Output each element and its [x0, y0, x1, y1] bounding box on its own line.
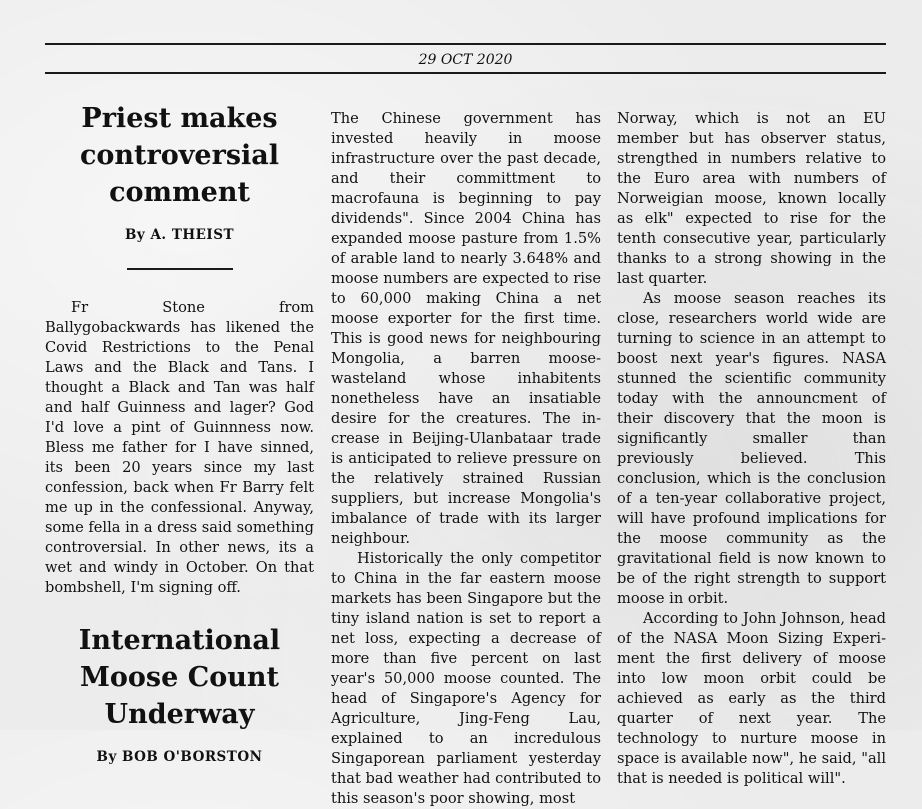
article-2-paragraph: The Chinese government has invested heavily in moose infrastructure over the past decade, and their committment to macrofauna is beginning to pay dividends". Since 2004 China has expanded moose pasture from 1.5% of arable land to nearly 3.648% and moose numbers are expected to rise to 60,000 making China a net moose exporter for the first time. This is good news for neighbouring Mongolia, a barren moose-wasteland whose inhabitents nonetheless have an insatiable desire for the creatures. The increase in Beijing-Ulanbataar trade is anticipated to relieve pressure on the relatively strained Russian suppliers, but increase Mongolia's imbalance of trade with its larger neighbour.	[331, 110, 601, 547]
masthead-top-rule	[45, 43, 886, 45]
article-1-divider	[127, 268, 233, 270]
article-1-body: Fr Stone from Ballygobackwards has likened the Covid Restrictions to the Penal Laws and the Black and Tans. I thought a Black and Tan was half and half Guinness and lager? God I'd love a pint of Guinnness now. Bless me father for I have sinned, its been 20 years since my last confession, back when Fr Barry felt me up in the confessional. Anyway, some fella in a dress said something controversial. In other news, its a wet and windy in October. On that bombshell, I'm signing off.	[45, 298, 314, 596]
article-2-paragraph: As moose season reaches its close, researchers world wide are turning to science in an attempt to boost next year's figures. NASA stunned the scientific community today with the announcment of their discovery that the moon is significantly smaller than previously believed. This conclusion, which is the conclusion of a ten-year collaborative project, will have profound implications for the moose community as the gravitational field is now known to be of the right strength to support moose in orbit.	[617, 290, 886, 607]
article-2-paragraph: According to John Johnson, head of the NASA Moon Sizing Experiment the first delivery of moose into low moon orbit could be achieved as early as the third quarter of next year. The technology to nurture moose in space is available now", he said, "all that is needed is political will".	[617, 610, 886, 787]
issue-date: 29 OCT 2020	[418, 52, 513, 68]
article-1-byline: By A. THEIST	[124, 227, 235, 243]
article-2-paragraph: Historically the only competitor to China in the far eastern moose markets has been Singapore but the tiny island nation is set to report a net loss, expecting a decrease of more than five percent on last year's 50,000 moose counted. The head of Singapore's Agency for Agriculture, Jing-Feng Lau, explained to an incredulous Singaporean parliament yesterday that bad weather had contributed to this season's poor showing, most	[331, 550, 601, 807]
article-1-headline: Priest makes controversial comment	[79, 103, 280, 208]
column-3	[617, 109, 886, 789]
article-2-byline: By BOB O'BORSTON	[96, 748, 263, 765]
column-1	[45, 100, 314, 767]
masthead-bottom-rule	[45, 72, 886, 74]
column-2	[331, 109, 601, 809]
article-2-headline: International Moose Count Underway	[78, 624, 281, 730]
article-2-paragraph: Norway, which is not an EU member but has observer status, strengthed in numbers relative to the Euro area with numbers of Norweigian moose, known locally as elk" expected to rise for the tenth consecutive year, particularly thanks to a strong showing in the last quarter.	[617, 110, 886, 287]
